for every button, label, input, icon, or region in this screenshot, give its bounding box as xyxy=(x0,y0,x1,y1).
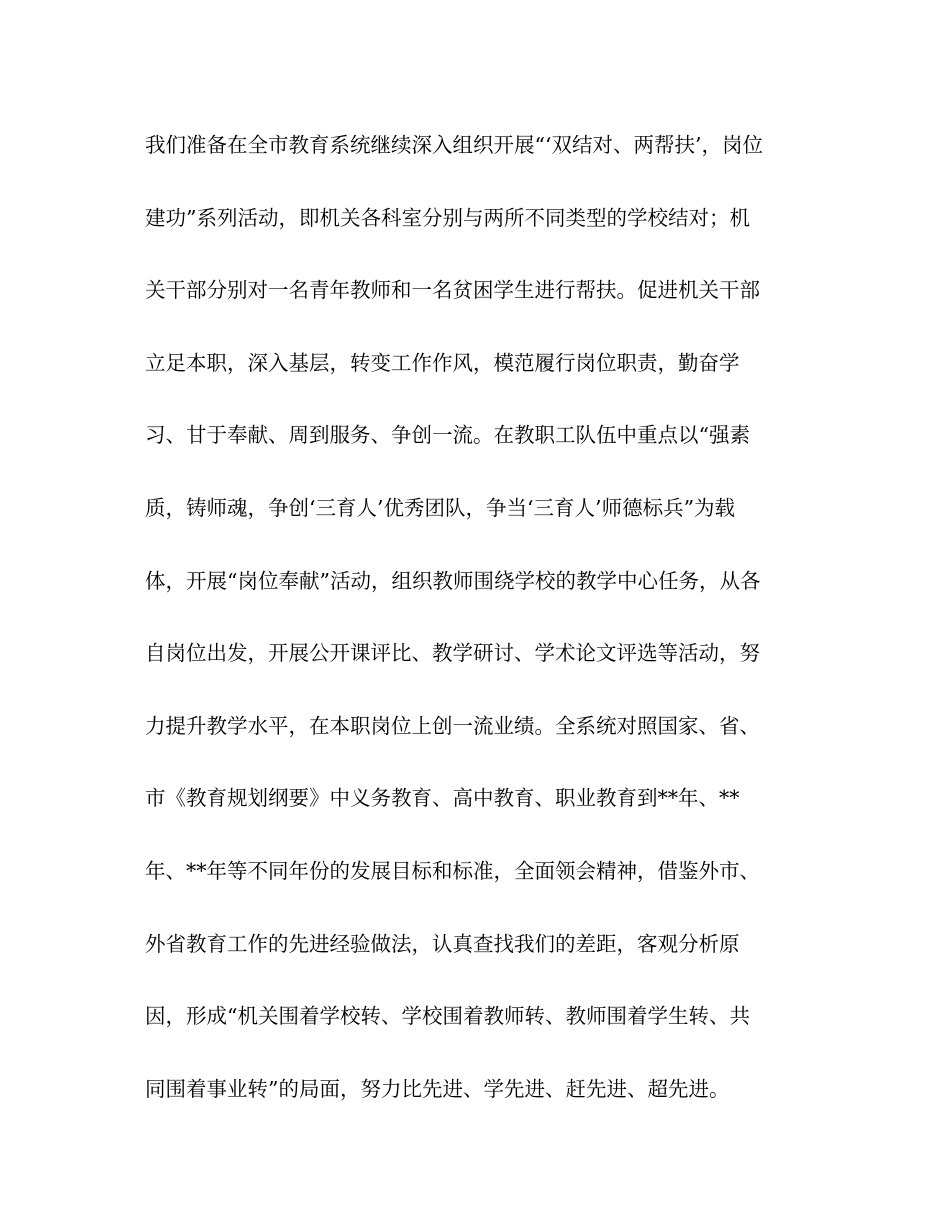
text-line-12: 外省教育工作的先进经验做法，认真查找我们的差距，客观分析原 xyxy=(145,931,740,956)
text-line-13: 因，形成“机关围着学校转、学校围着教师转、教师围着学生转、共 xyxy=(145,1004,750,1029)
text-line-10: 市《教育规划纲要》中义务教育、高中教育、职业教育到**年、** xyxy=(145,786,740,811)
text-line-9: 力提升教学水平，在本职岗位上创一流业绩。全系统对照国家、省、 xyxy=(145,713,760,738)
text-line-8: 自岗位出发，开展公开课评比、教学研讨、学术论文评选等活动，努 xyxy=(145,641,760,666)
text-line-6: 质，铸师魂，争创‘三育人’优秀团队，争当‘三育人’师德标兵”为载 xyxy=(145,495,736,520)
text-line-2: 建功”系列活动，即机关各科室分别与两所不同类型的学校结对；机 xyxy=(145,205,750,230)
text-line-7: 体，开展“岗位奉献”活动，组织教师围绕学校的教学中心任务，从各 xyxy=(145,568,761,593)
text-line-11: 年、**年等不同年份的发展目标和标准，全面领会精神，借鉴外市、 xyxy=(145,858,760,883)
text-line-14: 同围着事业转”的局面，努力比先进、学先进、赶先进、超先进。 xyxy=(145,1076,730,1101)
text-line-4: 立足本职，深入基层，转变工作作风，模范履行岗位职责，勤奋学 xyxy=(145,350,740,375)
text-line-3: 关干部分别对一名青年教师和一名贫困学生进行帮扶。促进机关干部 xyxy=(145,278,760,303)
text-line-1: 我们准备在全市教育系统继续深入组织开展“‘双结对、两帮扶’，岗位 xyxy=(145,133,764,157)
text-line-5: 习、甘于奉献、周到服务、争创一流。在教职工队伍中重点以“强素 xyxy=(145,423,750,448)
body-paragraph xyxy=(145,118,805,1134)
